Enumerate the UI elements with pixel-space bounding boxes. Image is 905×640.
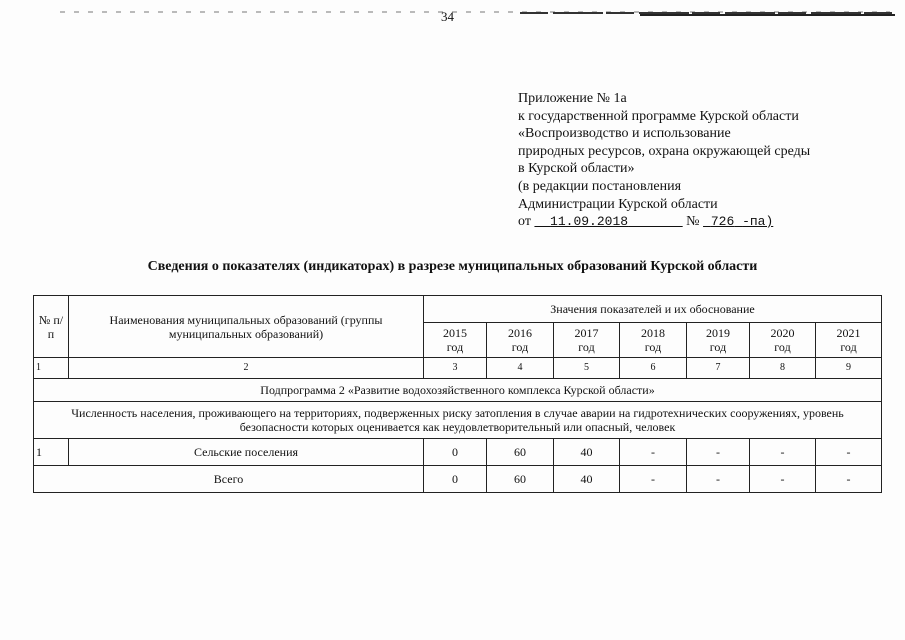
year-header: 2015 год bbox=[424, 323, 487, 358]
row-value: - bbox=[750, 466, 816, 493]
row-value: 0 bbox=[424, 466, 487, 493]
column-number: 3 bbox=[424, 358, 487, 379]
row-value: - bbox=[687, 439, 750, 466]
column-number: 5 bbox=[554, 358, 620, 379]
appendix-line: (в редакции постановления bbox=[518, 178, 682, 194]
row-number: 1 bbox=[34, 439, 69, 466]
year-header: 2019 год bbox=[687, 323, 750, 358]
column-number: 4 bbox=[487, 358, 554, 379]
appendix-line: природных ресурсов, охрана окружающей среды bbox=[518, 143, 811, 159]
row-value: - bbox=[620, 466, 687, 493]
row-value: 60 bbox=[487, 439, 554, 466]
column-number: 7 bbox=[687, 358, 750, 379]
page-number: 34 bbox=[441, 9, 454, 24]
row-value: 60 bbox=[487, 466, 554, 493]
from-label: от bbox=[518, 214, 531, 230]
header-number: № п/п bbox=[34, 296, 69, 358]
year-header: 2017 год bbox=[554, 323, 620, 358]
appendix-line: к государственной программе Курской области bbox=[518, 108, 799, 124]
row-value: - bbox=[816, 466, 882, 493]
column-number: 2 bbox=[69, 358, 424, 379]
column-number: 8 bbox=[750, 358, 816, 379]
subprogram-row bbox=[34, 379, 882, 402]
row-value: - bbox=[687, 466, 750, 493]
appendix-line: Приложение № 1а bbox=[518, 91, 627, 106]
year-header: 2021 год bbox=[816, 323, 882, 358]
indicators-table bbox=[33, 295, 882, 493]
table-row bbox=[34, 439, 882, 466]
indicator-row bbox=[34, 402, 882, 439]
total-name: Всего bbox=[34, 466, 424, 493]
year-header: 2018 год bbox=[620, 323, 687, 358]
row-value: 40 bbox=[554, 439, 620, 466]
table-header-row bbox=[34, 296, 882, 323]
year-header: 2020 год bbox=[750, 323, 816, 358]
row-value: 0 bbox=[424, 439, 487, 466]
row-value: - bbox=[816, 439, 882, 466]
row-value: - bbox=[750, 439, 816, 466]
decree-date: 11.09.2018 bbox=[550, 214, 629, 230]
number-label: № bbox=[686, 214, 700, 230]
column-number: 6 bbox=[620, 358, 687, 379]
appendix-line: «Воспроизводство и использование bbox=[518, 126, 731, 142]
column-numbering-row bbox=[34, 358, 882, 379]
decree-number: 726 -па) bbox=[710, 214, 774, 230]
row-value: - bbox=[620, 439, 687, 466]
appendix-line: Администрации Курской области bbox=[518, 196, 718, 212]
column-number: 9 bbox=[816, 358, 882, 379]
document-title: Сведения о показателях (индикаторах) в разрезе муниципальных образований Курской области bbox=[147, 259, 758, 274]
row-value: 40 bbox=[554, 466, 620, 493]
appendix-date-line bbox=[518, 213, 810, 231]
column-number: 1 bbox=[34, 358, 69, 379]
subprogram-title: Подпрограмма 2 «Развитие водохозяйственного комплекса Курской области» bbox=[34, 379, 882, 402]
header-name: Наименования муниципальных образований (группы муниципальных образований) bbox=[69, 296, 424, 358]
table-row-total bbox=[34, 466, 882, 493]
header-values: Значения показателей и их обоснование bbox=[424, 296, 882, 323]
appendix-block bbox=[518, 90, 810, 231]
row-name: Сельские поселения bbox=[69, 439, 424, 466]
year-header: 2016 год bbox=[487, 323, 554, 358]
appendix-line: в Курской области» bbox=[518, 161, 635, 177]
indicator-title: Численность населения, проживающего на территориях, подверженных риску затопления в случае аварии на гидротехнических сооружениях, уровень безопасности которых оценивается как неудовлетворительный или опасный, человек bbox=[34, 402, 882, 439]
